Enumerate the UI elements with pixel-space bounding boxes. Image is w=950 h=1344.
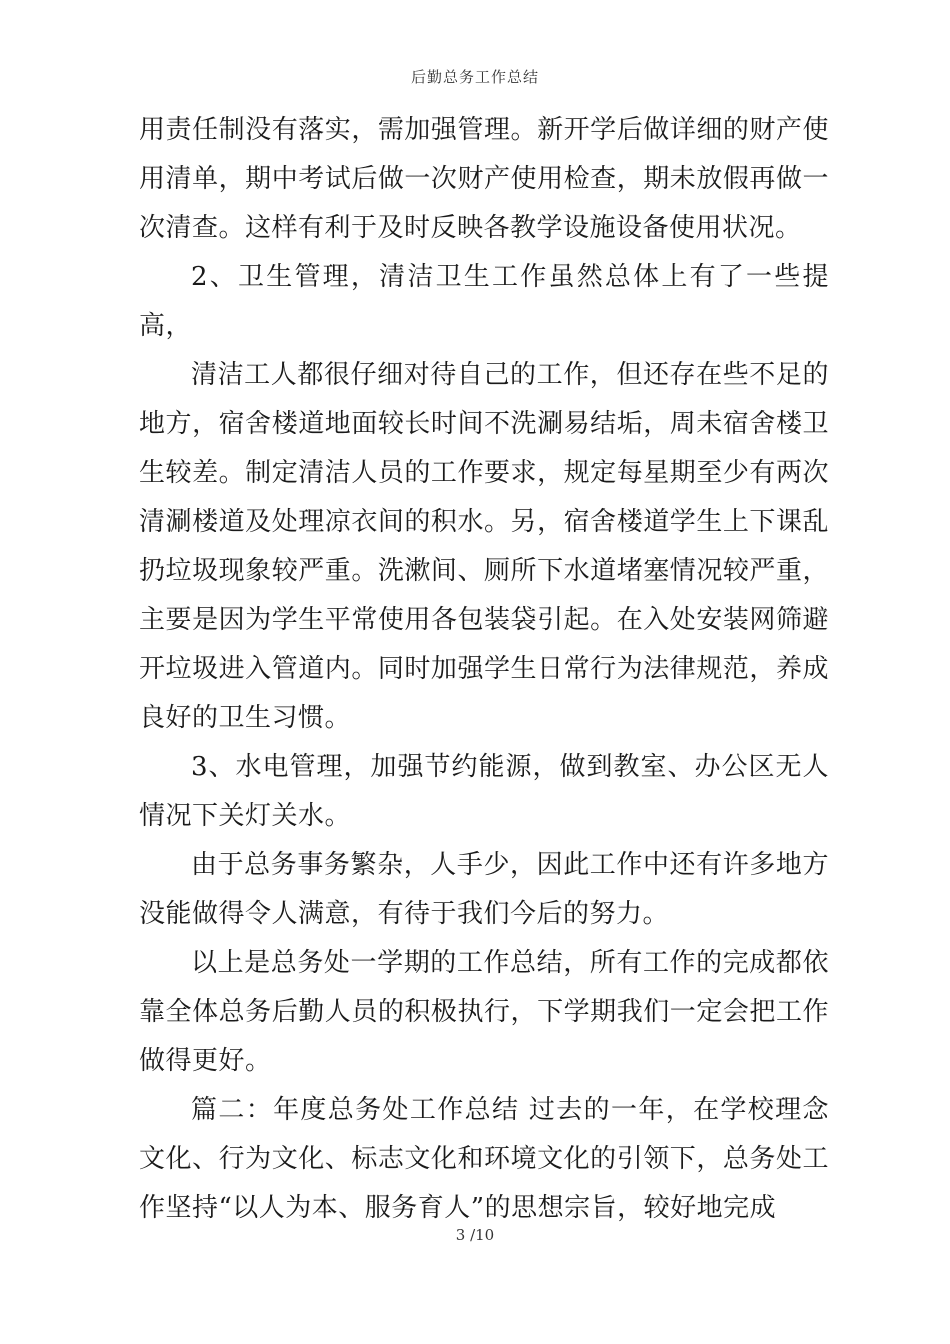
- document-body: [139, 106, 829, 1233]
- paragraph-4: 3、水电管理，加强节约能源，做到教室、办公区无人情况下关灯关水。: [139, 752, 829, 831]
- paragraph-5: 由于总务事务繁杂，人手少，因此工作中还有许多地方没能做得令人满意，有待于我们今后的努力。: [139, 850, 829, 929]
- page-number: 3 /10: [455, 1226, 495, 1244]
- paragraph-1: 用责任制没有落实，需加强管理。新开学后做详细的财产使用清单，期中考试后做一次财产使用检查，期未放假再做一次清查。这样有利于及时反映各教学设施设备使用状况。: [139, 115, 829, 243]
- paragraph-3: 清洁工人都很仔细对待自己的工作，但还存在些不足的地方，宿舍楼道地面较长时间不洗涮易结垢，周未宿舍楼卫生较差。制定清洁人员的工作要求，规定每星期至少有两次清涮楼道及处理凉衣间的积水。另，宿舍楼道学生上下课乱扔垃圾现象较严重。洗漱间、厕所下水道堵塞情况较严重，主要是因为学生平常使用各包装袋引起。在入处安装网筛避开垃圾进入管道内。同时加强学生日常行为法律规范，养成良好的卫生习惯。: [139, 360, 829, 733]
- paragraph-6: 以上是总务处一学期的工作总结，所有工作的完成都依靠全体总务后勤人员的积极执行，下学期我们一定会把工作做得更好。: [139, 948, 829, 1076]
- page-header: 后勤总务工作总结: [410, 68, 539, 86]
- paragraph-2: 2、卫生管理，清洁卫生工作虽然总体上有了一些提高，: [139, 262, 829, 341]
- paragraph-7: 篇二：年度总务处工作总结 过去的一年，在学校理念文化、行为文化、标志文化和环境文化的引领下，总务处工作坚持“以人为本、服务育人”的思想宗旨，较好地完成: [139, 1095, 829, 1223]
